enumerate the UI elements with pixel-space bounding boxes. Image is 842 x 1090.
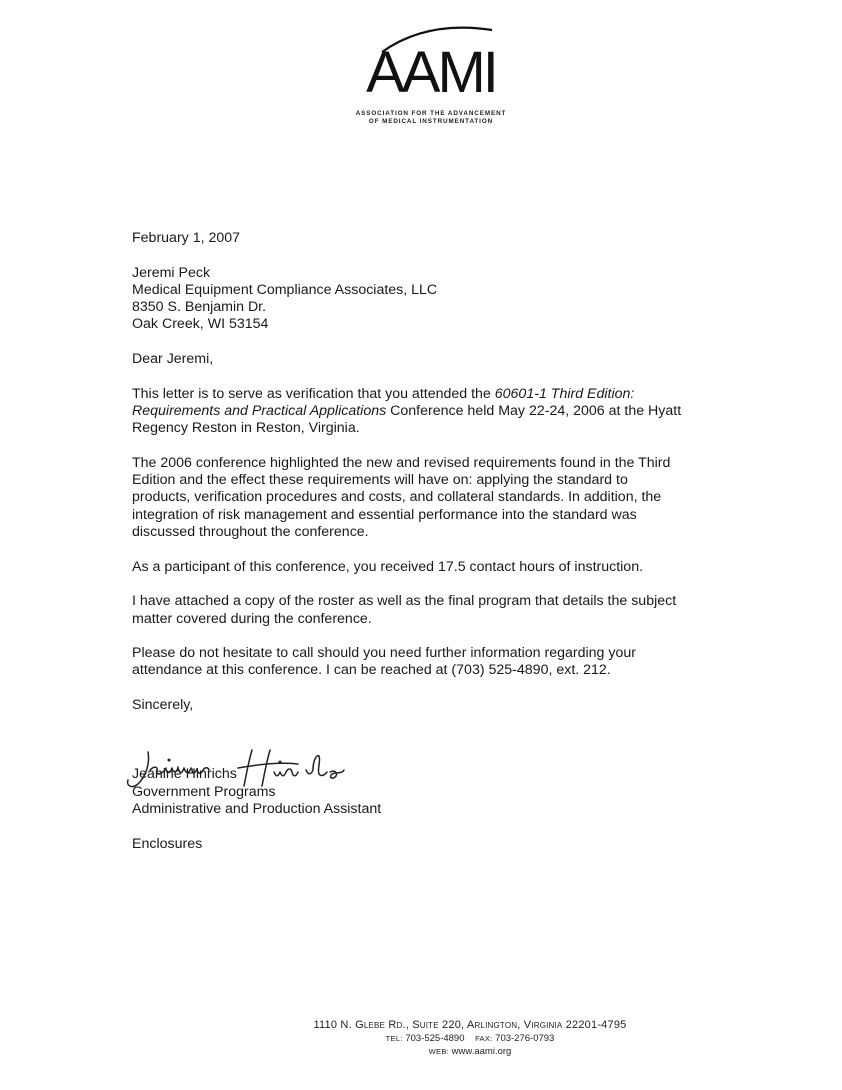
paragraph-line: attendance at this conference. I can be reached at (703) 525-4890, ext. 212. xyxy=(132,662,611,679)
paragraph-contact xyxy=(132,645,732,680)
letter-date: February 1, 2007 xyxy=(132,230,241,246)
aami-logo xyxy=(346,22,516,125)
paragraph-line: I have attached a copy of the roster as well as the final program that details the subject xyxy=(132,593,677,610)
paragraph-text: Conference held May 22-24, 2006 at the Hyatt xyxy=(386,402,682,419)
logo-subtitle-line2: OF MEDICAL INSTRUMENTATION xyxy=(368,118,494,125)
conference-title: 60601-1 Third Edition: xyxy=(494,385,635,402)
paragraph-line: Edition and the effect these requirements will have on: applying the standard to xyxy=(132,472,628,489)
paragraph-line: Please do not hesitate to call should you need further information regarding your xyxy=(132,645,636,662)
web-label: WEB: xyxy=(428,1047,450,1056)
conference-title: Requirements and Practical Applications xyxy=(132,402,387,419)
recipient-city: Oak Creek, WI 53154 xyxy=(132,316,269,333)
footer-web xyxy=(200,1045,740,1058)
tel-label: TEL: xyxy=(385,1034,403,1043)
paragraph-highlights xyxy=(132,455,732,541)
tel-number: 703-525-4890 xyxy=(405,1033,465,1044)
paragraph-line: discussed throughout the conference. xyxy=(132,524,369,541)
paragraph-line: The 2006 conference highlighted the new and revised requirements found in the Third xyxy=(132,454,671,471)
salutation: Dear Jeremi, xyxy=(132,351,214,368)
fax-number: 703-276-0793 xyxy=(495,1033,555,1044)
recipient-street: 8350 S. Benjamin Dr. xyxy=(132,299,267,316)
paragraph-line: Regency Reston in Reston, Virginia. xyxy=(132,420,360,437)
paragraph-line xyxy=(132,403,732,420)
paragraph-line: matter covered during the conference. xyxy=(132,610,372,627)
recipient-address xyxy=(132,265,732,334)
web-url[interactable]: www.aami.org xyxy=(451,1046,512,1057)
logo-wordmark: AAMI xyxy=(366,40,496,105)
paragraph-line xyxy=(132,386,732,403)
paragraph-attachments xyxy=(132,593,732,628)
footer-address: 1110 N. Glebe Rd., Suite 220, Arlington, Virginia 22201-4795 xyxy=(313,1019,627,1031)
signer-department: Government Programs xyxy=(132,783,276,800)
paragraph-line: products, verification procedures and costs, and collateral standards. In addition, the xyxy=(132,489,662,506)
recipient-company: Medical Equipment Compliance Associates, LLC xyxy=(132,281,438,298)
logo-subtitle-line1: ASSOCIATION FOR THE ADVANCEMENT xyxy=(355,110,507,117)
fax-label: FAX: xyxy=(475,1034,493,1043)
signer-name: Jeanine Hinrichs xyxy=(132,766,237,783)
paragraph-contact-hours xyxy=(132,559,732,576)
paragraph-text: This letter is to serve as verification that you attended the xyxy=(132,385,495,402)
closing: Sincerely, xyxy=(132,697,194,714)
footer-phone-fax xyxy=(200,1032,740,1045)
recipient-name: Jeremi Peck xyxy=(132,264,211,281)
paragraph-verification xyxy=(132,386,732,438)
signer-title: Administrative and Production Assistant xyxy=(132,800,382,817)
paragraph-line: integration of risk management and essential performance into the standard was xyxy=(132,506,637,523)
footer-contact xyxy=(200,1018,740,1058)
handwritten-signature xyxy=(120,742,380,794)
enclosures: Enclosures xyxy=(132,835,203,852)
paragraph-line: As a participant of this conference, you received 17.5 contact hours of instruction. xyxy=(132,558,644,575)
